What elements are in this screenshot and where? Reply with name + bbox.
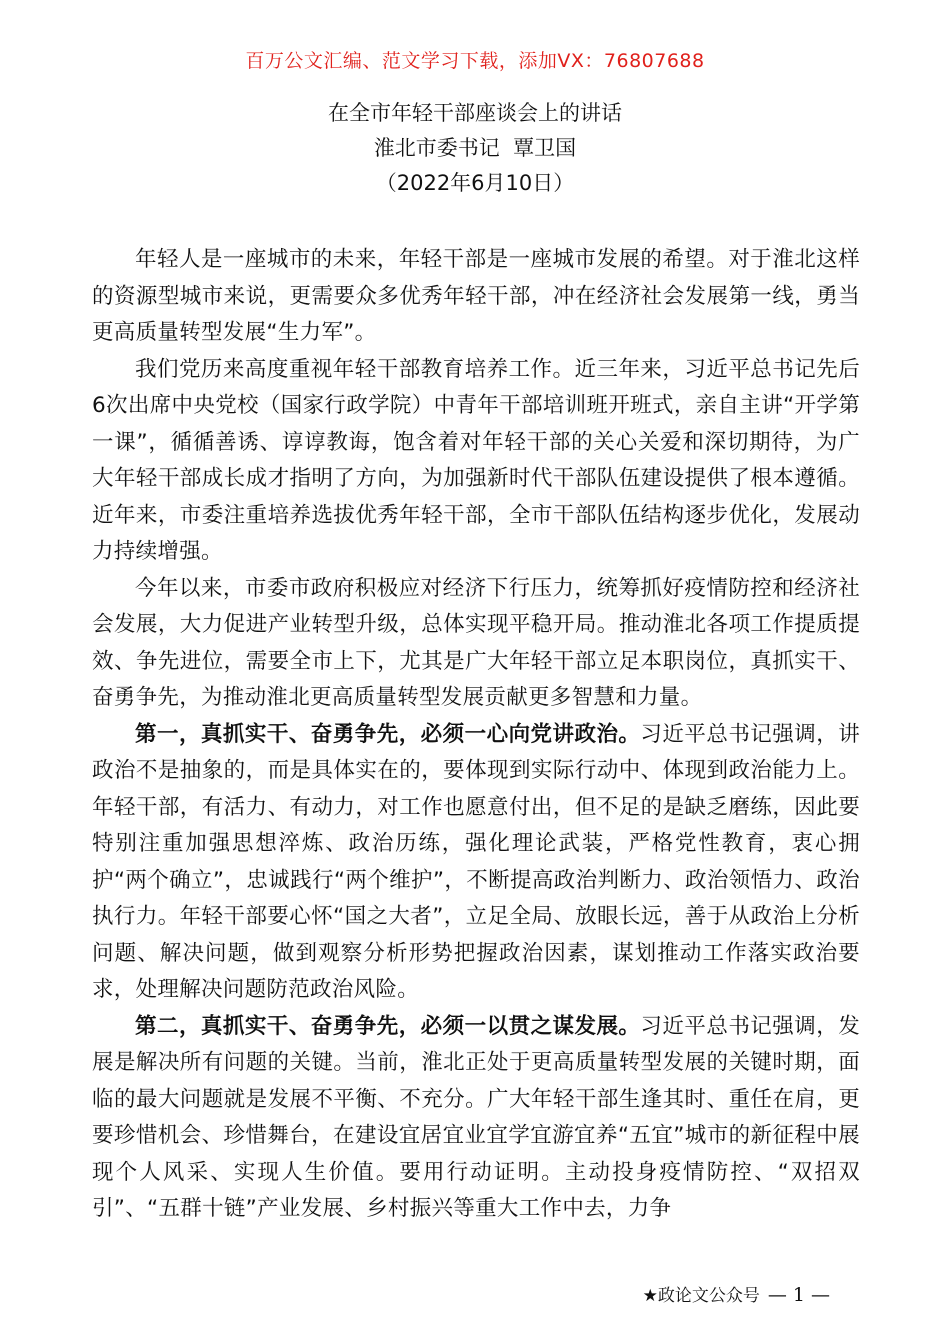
paragraph-heading: 第二，真抓实干、奋勇争先，必须一以贯之谋发展。 xyxy=(135,1013,641,1039)
page-number: — 1 — xyxy=(767,1284,830,1306)
paragraph-text: 习近平总书记强调，讲政治不是抽象的，而是具体实在的，要体现到实际行动中、体现到政治能力上。年轻干部，有活力、有动力，对工作也愿意付出，但不足的是缺乏磨练，因此要特别注重加强思想淬炼、政治历练，强化理论武装，严格党性教育，衷心拥护“两个确立”，忠诚践行“两个维护”，不断提高政治判断力、政治领悟力、政治执行力。年轻干部要心怀“国之大者”，立足全局、放眼长远，善于从政治上分析问题、解决问题，做到观察分析形势把握政治因素，谋划推动工作落实政治要求，处理解决问题防范政治风险。 xyxy=(92,721,860,1002)
document-date: （2022年6月10日） xyxy=(375,171,575,195)
document-title: 在全市年轻干部座谈会上的讲话 xyxy=(328,101,622,125)
paragraph xyxy=(92,352,860,571)
paragraph-heading: 第一，真抓实干、奋勇争先，必须一心向党讲政治。 xyxy=(135,721,641,747)
paragraph-text: 习近平总书记强调，发展是解决所有问题的关键。当前，淮北正处于更高质量转型发展的关键时期，面临的最大问题就是发展不平衡、不充分。广大年轻干部生逢其时、重任在肩，更要珍惜机会、珍惜舞台，在建设宜居宜业宜学宜游宜养“五宜”城市的新征程中展现个人风采、实现人生价值。要用行动证明。主动投身疫情防控、“双招双引”、“五群十链”产业发展、乡村振兴等重大工作中去，力争 xyxy=(92,1013,860,1221)
promo-banner: 百万公文汇编、范文学习下载，添加VX：76807688 xyxy=(245,50,705,72)
document-body xyxy=(92,242,860,1228)
page-footer xyxy=(643,1281,830,1306)
paragraph xyxy=(92,571,860,717)
paragraph-text: 今年以来，市委市政府积极应对经济下行压力，统筹抓好疫情防控和经济社会发展，大力促进产业转型升级，总体实现平稳开局。推动淮北各项工作提质提效、争先进位，需要全市上下，尤其是广大年轻干部立足本职岗位，真抓实干、奋勇争先，为推动淮北更高质量转型发展贡献更多智慧和力量。 xyxy=(92,575,860,710)
paragraph xyxy=(92,717,860,1009)
paragraph-text: 年轻人是一座城市的未来，年轻干部是一座城市发展的希望。对于淮北这样的资源型城市来说，更需要众多优秀年轻干部，冲在经济社会发展第一线，勇当更高质量转型发展“生力军”。 xyxy=(92,247,860,345)
paragraph xyxy=(92,1009,860,1228)
document-author: 淮北市委书记 覃卫国 xyxy=(373,136,577,160)
paragraph-text: 我们党历来高度重视年轻干部教育培养工作。近三年来，习近平总书记先后6次出席中央党校（国家行政学院）中青年干部培训班开班式，亲自主讲“开学第一课”，循循善诱、谆谆教诲，饱含着对年轻干部的关心关爱和深切期待，为广大年轻干部成长成才指明了方向，为加强新时代干部队伍建设提供了根本遵循。近年来，市委注重培养选拔优秀年轻干部，全市干部队伍结构逐步优化，发展动力持续增强。 xyxy=(92,356,860,564)
title-block xyxy=(0,96,950,201)
paragraph xyxy=(92,242,860,352)
footer-source: ★政论文公众号 xyxy=(642,1286,760,1306)
